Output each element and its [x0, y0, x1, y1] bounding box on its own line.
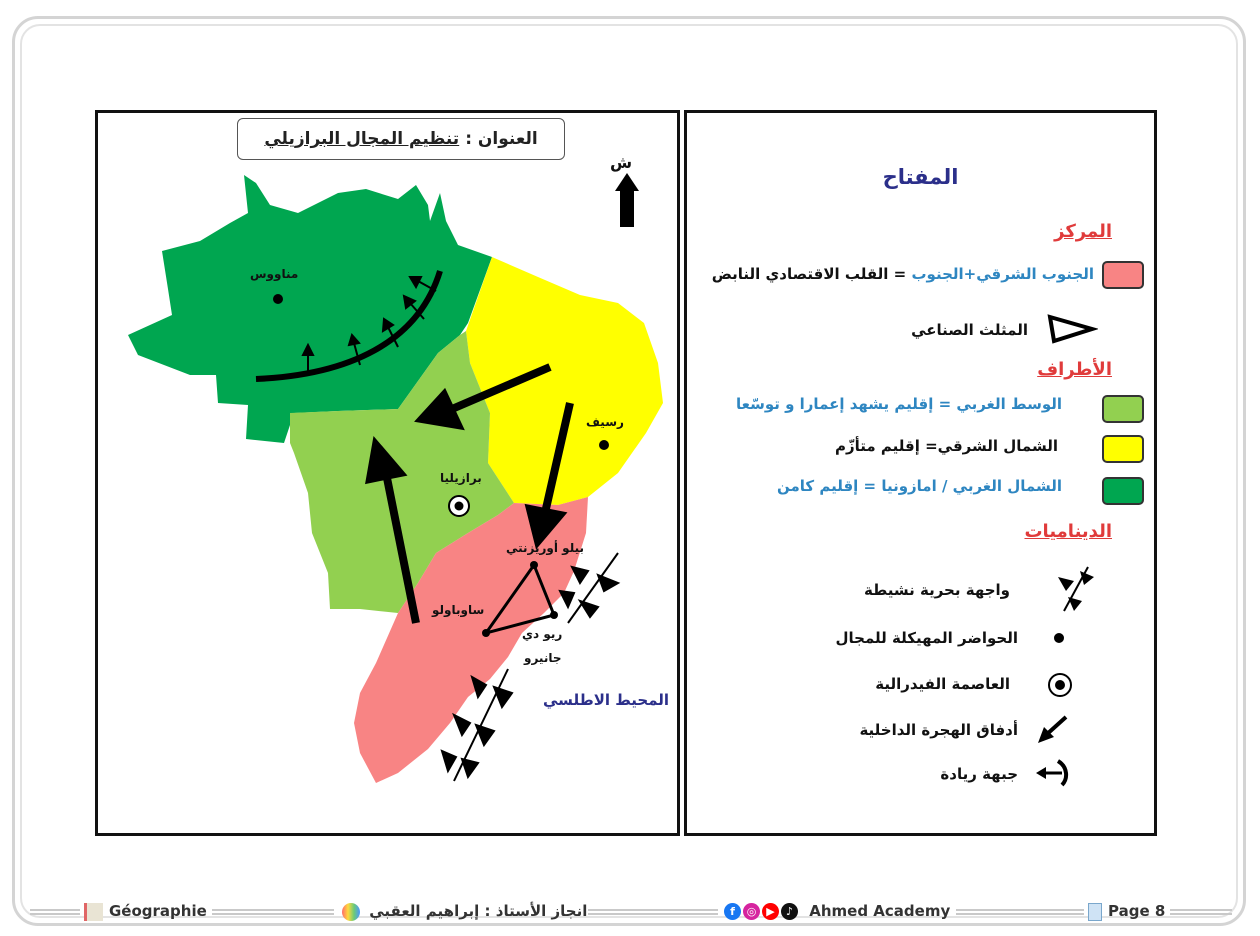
page-doc-icon [1088, 903, 1102, 921]
key-amazon-text: الشمال الغربي / امازونيا = إقليم كامن [776, 477, 1062, 495]
notebook-icon [84, 903, 103, 921]
tiktok-icon[interactable]: ♪ [781, 903, 798, 920]
key-pioneer-text: جبهة ريادة [940, 765, 1018, 783]
swatch-southeast [1102, 261, 1144, 289]
city-dot-icon [1052, 631, 1066, 645]
city-dot-recife [599, 440, 609, 450]
footer-subject [84, 902, 207, 924]
footer-divider [956, 909, 1084, 915]
youtube-icon[interactable]: ▶ [762, 903, 779, 920]
map-title-box [237, 118, 565, 160]
key-triangle-text: المثلث الصناعي [911, 321, 1028, 339]
key-migration-text: أدفاق الهجرة الداخلية [859, 721, 1018, 739]
migration-arrow-icon [1036, 713, 1070, 745]
footer-divider [30, 909, 80, 915]
key-core-text [712, 265, 1094, 283]
footer-divider [1170, 909, 1232, 915]
capital-symbol-center [455, 502, 464, 511]
footer-page [1088, 902, 1165, 924]
footer-subject-text: Géographie [109, 902, 207, 920]
pioneer-front-icon [1034, 757, 1074, 789]
footer-page-text: Page 8 [1108, 902, 1166, 920]
key-title: المفتاح [882, 165, 959, 189]
maritime-front-icon [1052, 563, 1098, 615]
ocean-label: المحيط الاطلسي [543, 691, 670, 709]
map-title-label: العنوان : [465, 129, 538, 149]
key-dynamics-heading: الديناميات [1024, 521, 1112, 542]
city-label-saopaulo: ساوباولو [432, 603, 485, 617]
key-core-black: = القلب الاقتصادي النابض [711, 265, 912, 283]
instagram-icon[interactable]: ◎ [743, 903, 760, 920]
key-cities-text: الحواضر المهيكلة للمجال [835, 629, 1018, 647]
city-dot-rio [550, 611, 558, 619]
key-northeast-text: الشمال الشرقي= إقليم متأزّم [835, 437, 1058, 455]
key-panel [684, 110, 1157, 836]
capital-icon [1046, 671, 1074, 699]
key-maritime-text: واجهة بحرية نشيطة [864, 581, 1010, 599]
swatch-amazon [1102, 477, 1144, 505]
brain-icon [342, 903, 360, 921]
north-label: ش [610, 153, 633, 172]
city-dot-belo [530, 561, 538, 569]
footer-brand [722, 902, 950, 924]
footer-divider [588, 909, 718, 915]
region-northeast [466, 257, 663, 505]
city-label-brasilia: برازيليا [440, 471, 482, 485]
footer-author [342, 902, 587, 924]
facebook-icon[interactable]: f [724, 903, 741, 920]
city-label-recife: رسيف [586, 415, 624, 429]
key-center-heading: المركز [1054, 221, 1112, 242]
map-panel [95, 110, 680, 836]
footer-author-text: انجاز الأستاذ : إبراهيم العقبي [369, 902, 588, 920]
key-core-blue: الجنوب الشرقي+الجنوب [911, 265, 1094, 283]
footer-brand-text: Ahmed Academy [809, 902, 951, 920]
key-periphery-heading: الأطراف [1037, 359, 1112, 380]
city-label-manaus: مناووس [250, 267, 299, 281]
key-center-west-text: الوسط الغربي = إقليم يشهد إعمارا و توسّعا [736, 395, 1062, 413]
key-capital-text: العاصمة الفيدرالية [875, 675, 1010, 693]
north-arrow-icon [615, 173, 639, 227]
triangle-icon [1044, 313, 1098, 345]
city-label-rio-2: جانيرو [524, 651, 562, 665]
city-dot-manaus [273, 294, 283, 304]
swatch-northeast [1102, 435, 1144, 463]
city-dot-saopaulo [482, 629, 490, 637]
brazil-map [98, 113, 680, 836]
footer-divider [212, 909, 334, 915]
swatch-center-west [1102, 395, 1144, 423]
map-title-value: تنظيم المجال البرازيلي [264, 129, 460, 149]
city-label-rio-1: ريو دي [522, 627, 563, 641]
city-label-belo: بيلو أوريزنتي [506, 541, 584, 555]
